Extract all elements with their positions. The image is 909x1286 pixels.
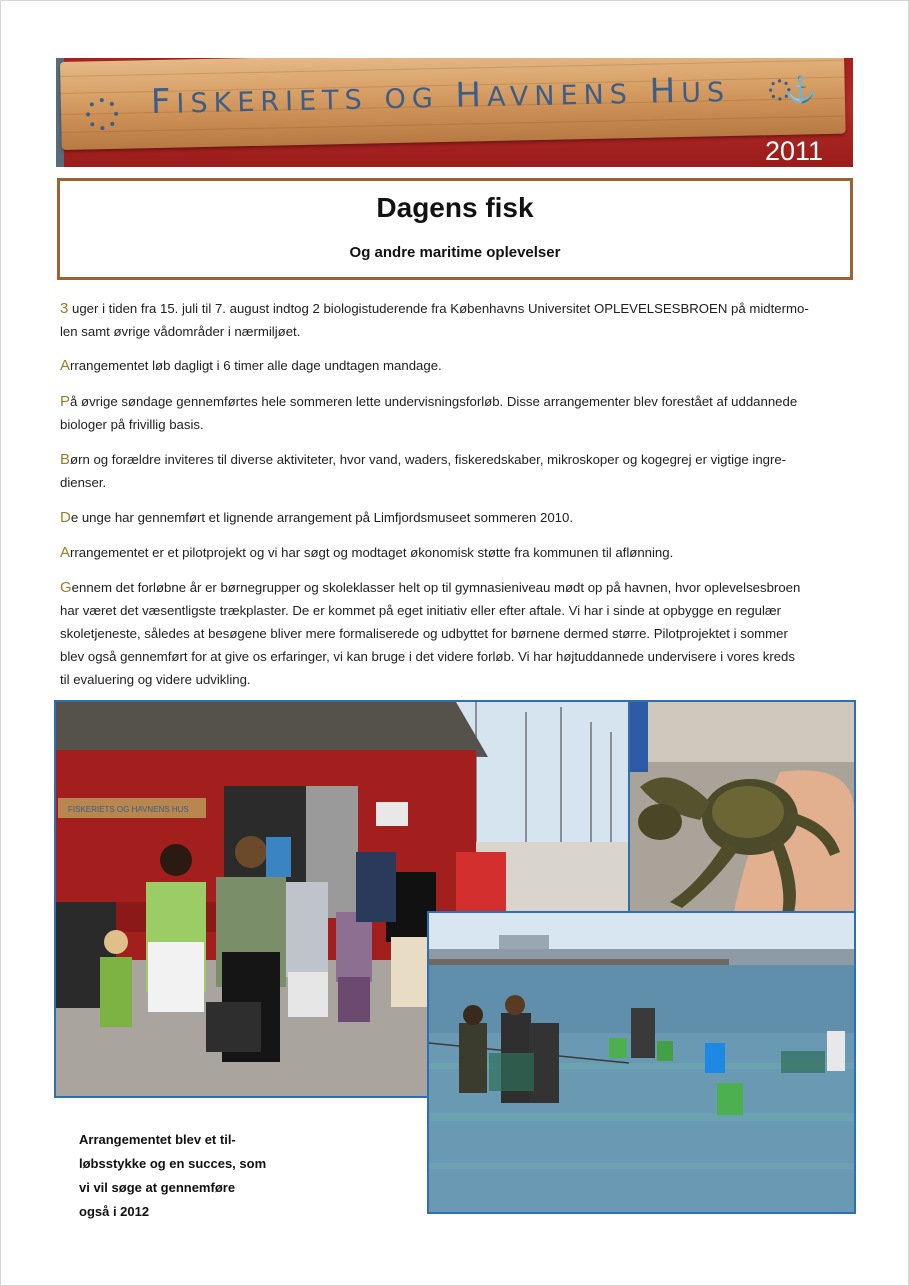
paragraph-line: De unge har gennemført et lignende arrangement på Limfjordsmuseet sommeren 2010. (60, 509, 573, 526)
caption-line: løbsstykke og en succes, som (79, 1156, 267, 1171)
title-box (57, 178, 853, 280)
photo-caption (79, 1128, 279, 1224)
paragraph-line: På øvrige søndage gennemførtes hele sommeren lette undervisningsforløb. Disse arrangementer blev forestået af uddannede (60, 393, 798, 410)
caption-line: vi vil søge at gennemføre (79, 1180, 236, 1195)
paragraph-line: Arrangementet er et pilotprojekt og vi har søgt og modtaget økonomisk støtte fra kommunen til aflønning. (60, 544, 674, 561)
caption-line: Arrangementet blev et til- (79, 1132, 236, 1147)
anchor-icon: ⚓ (784, 74, 818, 105)
banner-year: 2011 (764, 136, 823, 166)
water-activity-image (429, 913, 854, 1212)
paragraph-5 (60, 506, 850, 529)
page-subtitle: Og andre maritime oplevelser (349, 244, 561, 261)
paragraph-4 (60, 448, 850, 494)
paragraph-2 (60, 354, 850, 377)
paragraph-1 (60, 297, 850, 343)
paragraph-line: skoletjeneste, således at besøgene bliver mere formaliserede og udbyttet for børnene dermed større. Pilotprojektet i sommer (60, 626, 788, 641)
caption-line: også i 2012 (79, 1204, 150, 1219)
paragraph-line: dienser. (60, 475, 107, 490)
paragraph-line: til evaluering og videre udvikling. (60, 672, 251, 687)
paragraph-line: Arrangementet løb dagligt i 6 timer alle dage undtagen mandage. (60, 357, 442, 374)
banner-title (150, 70, 730, 122)
page-title: Dagens fisk (376, 192, 534, 223)
paragraph-line: 3 uger i tiden fra 15. juli til 7. august indtog 2 biologistuderende fra Københavns Universitet OPLEVELSESBROEN på midtermo- (60, 300, 809, 317)
crab-image (630, 702, 854, 936)
paragraph-line: Gennem det forløbne år er børnegrupper og skoleklasser helt op til gymnasieniveau mødt op på havnen, hvor oplevelsesbroen (60, 579, 801, 596)
paragraph-line: Børn og forældre inviteres til diverse aktiviteter, hvor vand, waders, fiskeredskaber, mikroskoper og kogegrej er vigtige ingre- (60, 451, 787, 468)
rosette-icon (85, 97, 120, 132)
paragraph-3 (60, 390, 850, 436)
title-word-2: OG (384, 83, 440, 116)
paragraph-6 (60, 541, 850, 564)
paragraph-7 (60, 576, 850, 691)
house-sign-text: FISKERIETS OG HAVNENS HUS (68, 805, 189, 814)
wooden-sign (60, 58, 846, 150)
header-banner (56, 58, 853, 167)
paragraph-line: len samt øvrige vådområder i nærmiljøet. (60, 324, 301, 339)
photo-water-activity (427, 911, 856, 1214)
title-word-1: FISKERIETS (150, 81, 369, 123)
photo-crab (628, 700, 856, 938)
title-word-3: HAVNENS (455, 75, 634, 116)
paragraph-line: blev også gennemført for at give os erfaringer, vi kan bruge i det videre forløb. Vi har højtuddannede undervisere i vores kreds (60, 649, 795, 664)
title-word-4: HUS (649, 71, 731, 112)
paragraph-line: biologer på frivillig basis. (60, 417, 204, 432)
paragraph-line: har været det væsentligste trækplaster. De er kommet på eget initiativ eller efter aftale. Vi har i sinde at opbygge en regulær (60, 603, 782, 618)
